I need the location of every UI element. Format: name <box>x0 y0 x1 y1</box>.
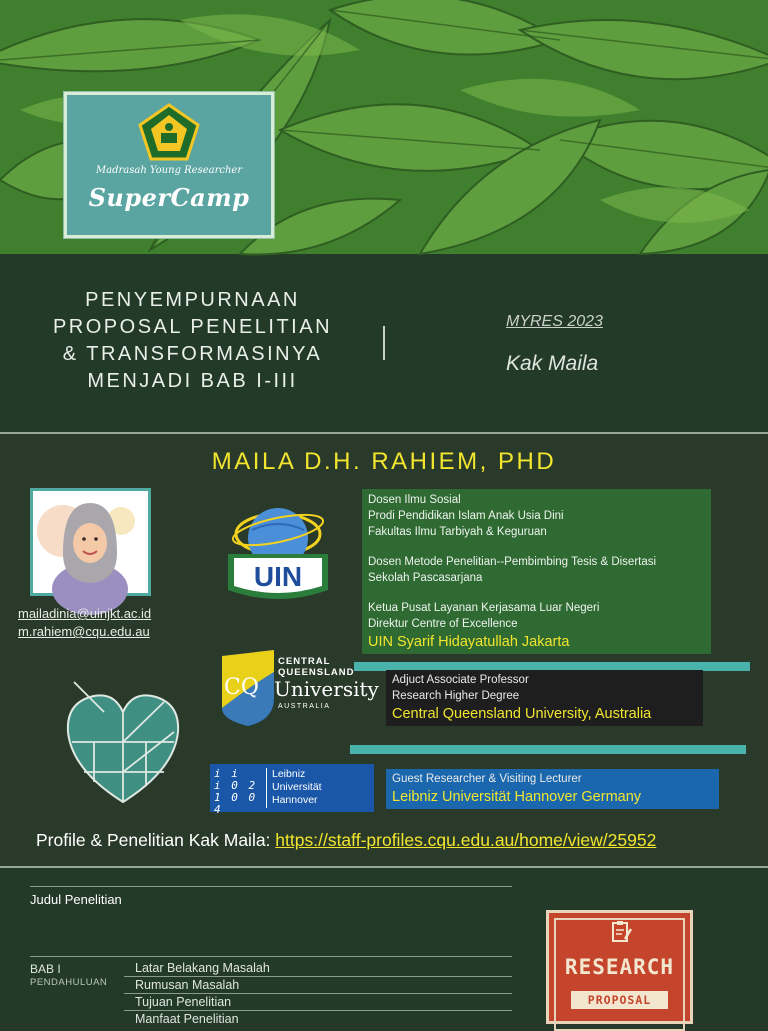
logo-title: SuperCamp <box>88 183 250 212</box>
luh-logo-mark <box>214 768 264 816</box>
title-line: & TRANSFORMASINYA <box>62 343 323 365</box>
luh-mark-line: 1 0 0 4 <box>214 791 258 816</box>
luh-logo-divider <box>266 768 267 808</box>
role-line: Guest Researcher & Visiting Lecturer <box>392 773 582 785</box>
outline-item: Manfaat Penelitian <box>135 1012 239 1026</box>
spacer <box>368 540 711 554</box>
cqu-logo <box>218 648 379 728</box>
luh-logo-line: Leibniz <box>272 768 306 780</box>
cqu-role-box <box>386 670 703 726</box>
luh-role-box <box>386 769 719 809</box>
role-line: Adjuct Associate Professor <box>392 674 529 686</box>
teal-accent-bar <box>350 745 746 754</box>
cqu-logo-line4: AUSTRALIA <box>278 703 331 710</box>
profile-link-line <box>36 830 656 851</box>
luh-logo-text <box>272 768 322 807</box>
speaker-full-name: MAILA D.H. RAHIEM, PHD <box>211 448 557 475</box>
uin-role-box <box>362 489 711 654</box>
speaker-avatar <box>30 488 151 596</box>
divider-line <box>30 886 512 887</box>
title-slide <box>0 0 768 432</box>
role-line: Ketua Pusat Layanan Kerjasama Luar Negeri <box>368 602 600 614</box>
divider-line <box>124 976 512 977</box>
research-title-label: Judul Penelitian <box>30 892 122 907</box>
role-line: Direktur Centre of Excellence <box>368 618 518 630</box>
card-title: RESEARCH <box>564 955 675 979</box>
cqu-logo-line1: CENTRAL <box>278 656 331 667</box>
email-link-uinjkt[interactable]: mailadinia@uinjkt.ac.id <box>18 606 152 621</box>
geometric-leaf-icon <box>64 682 182 806</box>
email-link-cqu[interactable]: m.rahiem@cqu.edu.au <box>18 624 150 639</box>
uin-logo <box>222 498 334 610</box>
vertical-divider <box>383 326 385 360</box>
divider-line <box>30 956 512 957</box>
profile-label: Profile & Penelitian Kak Maila: <box>36 830 276 850</box>
proposal-outline-slide <box>0 868 768 1024</box>
spacer <box>368 586 711 600</box>
title-line: MENJADI BAB I-III <box>87 370 298 392</box>
outline-item: Rumusan Masalah <box>135 978 240 992</box>
clipboard-pencil-icon <box>609 919 633 943</box>
cqu-logo-line2: QUEENSLAND <box>278 667 355 678</box>
profile-url-link[interactable]: https://staff-profiles.cqu.edu.au/home/view/25952 <box>275 830 657 850</box>
outline-item: Tujuan Penelitian <box>135 995 232 1009</box>
title-line: PENYEMPURNAAN <box>85 289 300 311</box>
speaker-profile-slide <box>0 434 768 866</box>
divider-line <box>124 1010 512 1011</box>
role-line: Dosen Ilmu Sosial <box>368 494 461 506</box>
divider-line <box>124 993 512 994</box>
uin-logo-text: UIN <box>253 561 303 592</box>
title-line: PROPOSAL PENELITIAN <box>52 316 333 338</box>
card-subtitle: PROPOSAL <box>571 991 668 1009</box>
cqu-institution-name: Central Queensland University, Australia <box>392 706 652 722</box>
role-line: Research Higher Degree <box>392 690 520 702</box>
chapter-label: BAB I <box>30 962 61 976</box>
role-line: Prodi Pendidikan Islam Anak Usia Dini <box>368 510 564 522</box>
role-line: Sekolah Pascasarjana <box>368 572 483 584</box>
cqu-logo-line3: University <box>274 677 379 701</box>
luh-logo-line: Universität <box>272 781 322 793</box>
presentation-title <box>20 287 365 395</box>
luh-logo-line: Hannover <box>272 794 318 806</box>
kemenag-emblem-icon <box>137 103 201 161</box>
leibniz-hannover-logo <box>210 764 374 816</box>
luh-mark-line: i 0 2 <box>214 779 258 792</box>
speaker-name: Kak Maila <box>506 352 599 375</box>
role-line: Fakultas Ilmu Tarbiyah & Keguruan <box>368 526 547 538</box>
luh-mark-line: i i <box>214 767 240 780</box>
cqu-logo-mark: CQ <box>224 675 259 700</box>
supercamp-logo <box>64 92 274 238</box>
research-proposal-card <box>546 910 693 1024</box>
chapter-subtitle: PENDAHULUAN <box>30 977 108 988</box>
outline-item: Latar Belakang Masalah <box>135 961 270 975</box>
logo-subtitle: Madrasah Young Researcher <box>95 165 243 176</box>
luh-institution-name: Leibniz Universität Hannover Germany <box>392 789 642 805</box>
role-line: Dosen Metode Penelitian--Pembimbing Tesis & Disertasi <box>368 556 657 568</box>
event-label: MYRES 2023 <box>506 313 603 330</box>
uin-institution-name: UIN Syarif Hidayatullah Jakarta <box>368 634 570 650</box>
